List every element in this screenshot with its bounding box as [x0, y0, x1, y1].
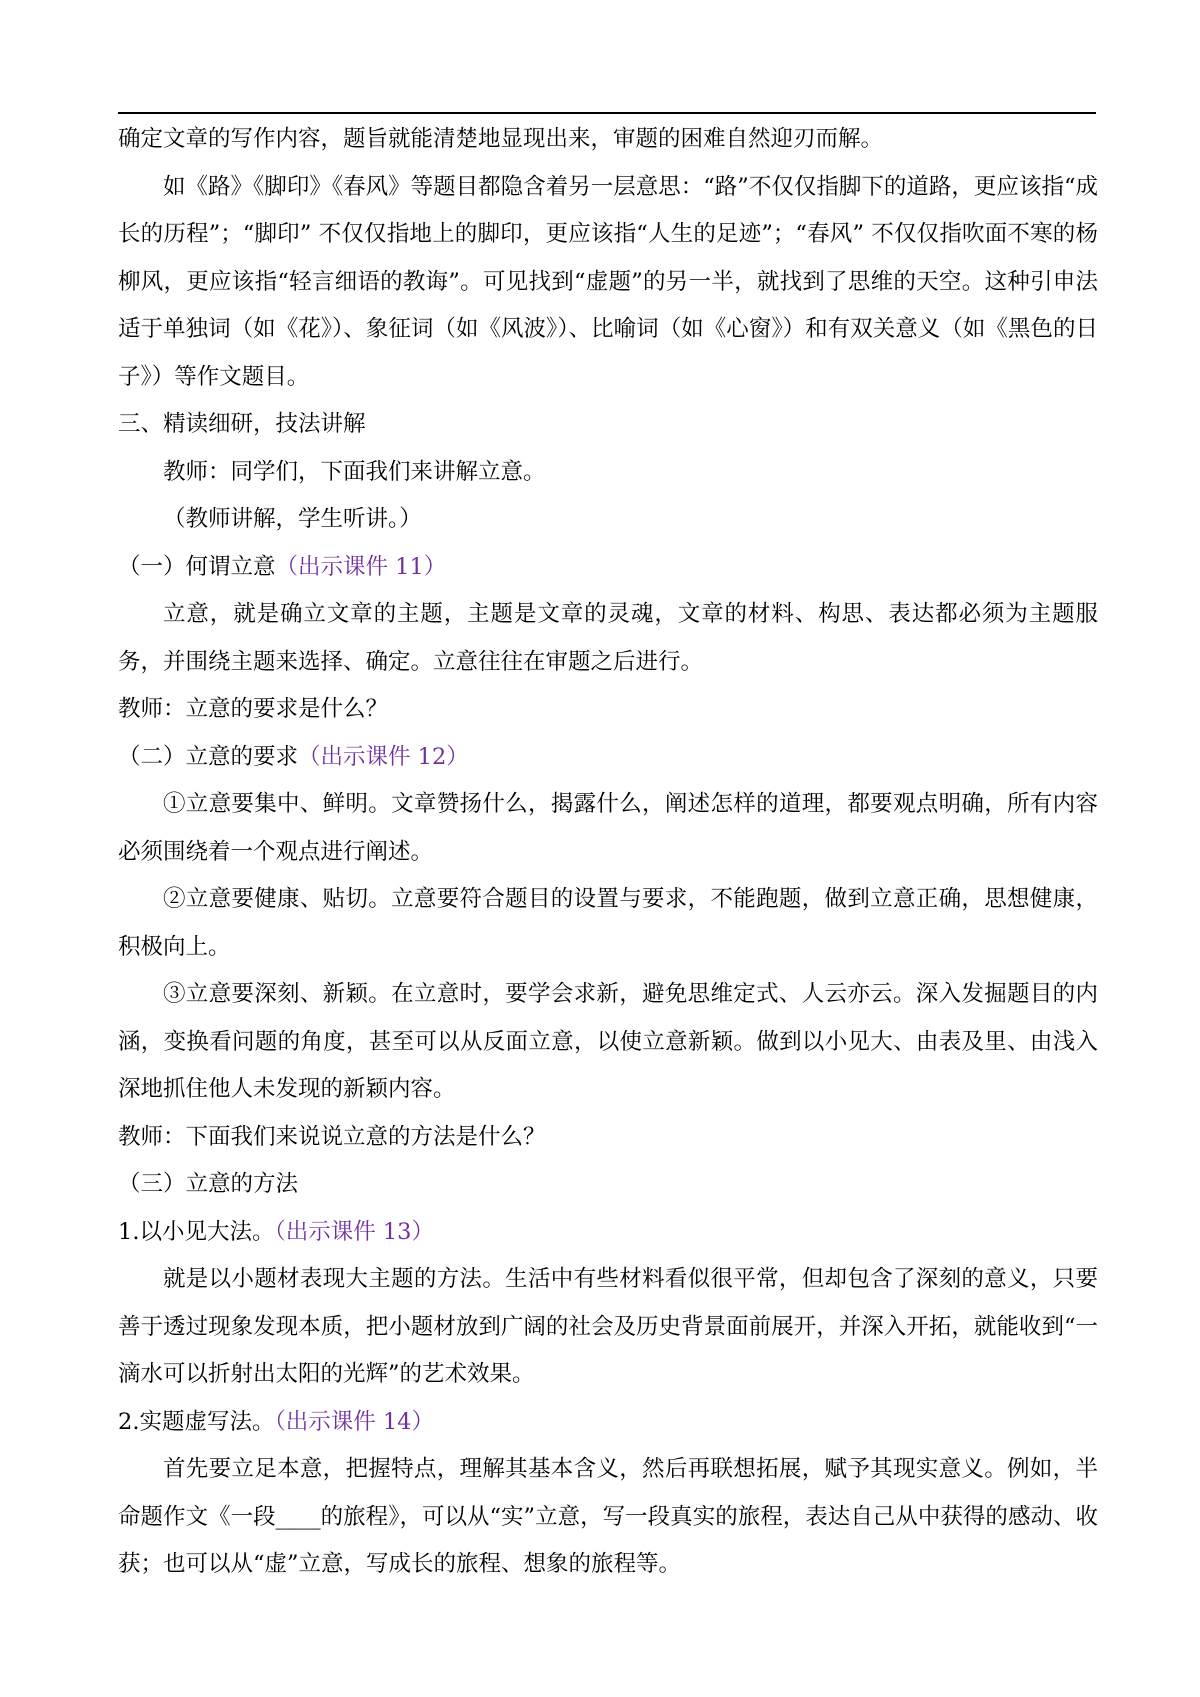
teacher-line-2: 教师：立意的要求是什么？ — [118, 696, 389, 722]
paragraph-examples: 如《路》《脚印》《春风》等题目都隐含着另一层意思：“路”不仅仅指脚下的道路，更应该指“成长的历程”；“脚印” 不仅仅指地上的脚印，更应该指“人生的足迹”；“春风” 不仅仅指吹面不寒的杨柳风，更应该指“轻言细语的教诲”。可见找到“虚题”的另一半，就找到了思维的天空。这种引申法适于单独词（如《花》）、象征词（如《风波》）、比喻词（如《心窗》）和有双关意义（如《黑色的日子》）等作文题目。 — [118, 173, 1098, 390]
requirement-1: ①立意要集中、鲜明。文章赞扬什么，揭露什么，阐述怎样的道理，都要观点明确，所有内容必须围绕着一个观点进行阐述。 — [118, 791, 1098, 865]
subheading-methods: （三）立意的方法 — [118, 1171, 299, 1197]
method-1-title: 1.以小见大法。（出示课件 13） — [118, 1218, 435, 1245]
method-2-title: 2.实题虚写法。（出示课件 14） — [118, 1408, 435, 1435]
courseware-ref-14: （出示课件 14） — [274, 1408, 435, 1435]
section-heading-3: 三、精读细研，技法讲解 — [118, 411, 366, 437]
requirement-3: ③立意要深刻、新颖。在立意时，要学会求新，避免思维定式、人云亦云。深入发掘题目的内涵，变换看问题的角度，甚至可以从反面立意，以使立意新颖。做到以小见大、由表及里、由浅入深地抓住他人未发现的新颖内容。 — [118, 981, 1098, 1102]
paragraph-continuation: 确定文章的写作内容，题旨就能清楚地显现出来，审题的困难自然迎刃而解。 — [118, 126, 884, 152]
subheading-what-is: （一）何谓立意（出示课件 11） — [118, 553, 447, 580]
paragraph-definition: 立意，就是确立文章的主题，主题是文章的灵魂，文章的材料、构思、表达都必须为主题服务，并围绕主题来选择、确定。立意往往在审题之后进行。 — [118, 601, 1098, 675]
courseware-ref-12: （出示课件 12） — [298, 743, 469, 770]
courseware-ref-11: （出示课件 11） — [275, 553, 447, 580]
teacher-line-3: 教师：下面我们来说说立意的方法是什么？ — [118, 1123, 546, 1150]
subheading-requirements: （二）立意的要求（出示课件 12） — [118, 743, 469, 770]
method-2-description: 首先要立足本意，把握特点，理解其基本含义，然后再联想拓展，赋予其现实意义。例如，半命题作文《一段____的旅程》，可以从“实”立意，写一段真实的旅程，表达自己从中获得的感动、收获；也可以从“虚”立意，写成长的旅程、想象的旅程等。 — [118, 1456, 1098, 1577]
teacher-line-1: 教师：同学们，下面我们来讲解立意。 — [163, 458, 546, 485]
method-1-description: 就是以小题材表现大主题的方法。生活中有些材料看似很平常，但却包含了深刻的意义，只要善于透过现象发现本质，把小题材放到广阔的社会及历史背景面前展开，并深入开拓，就能收到“一滴水可以折射出太阳的光辉”的艺术效果。 — [118, 1266, 1098, 1387]
document-body — [118, 116, 1098, 1589]
courseware-ref-13: （出示课件 13） — [274, 1218, 435, 1245]
teacher-note: （教师讲解，学生听讲。） — [163, 506, 422, 532]
requirement-2: ②立意要健康、贴切。立意要符合题目的设置与要求，不能跑题，做到立意正确，思想健康，积极向上。 — [118, 886, 1098, 960]
header-rule — [118, 112, 1096, 114]
